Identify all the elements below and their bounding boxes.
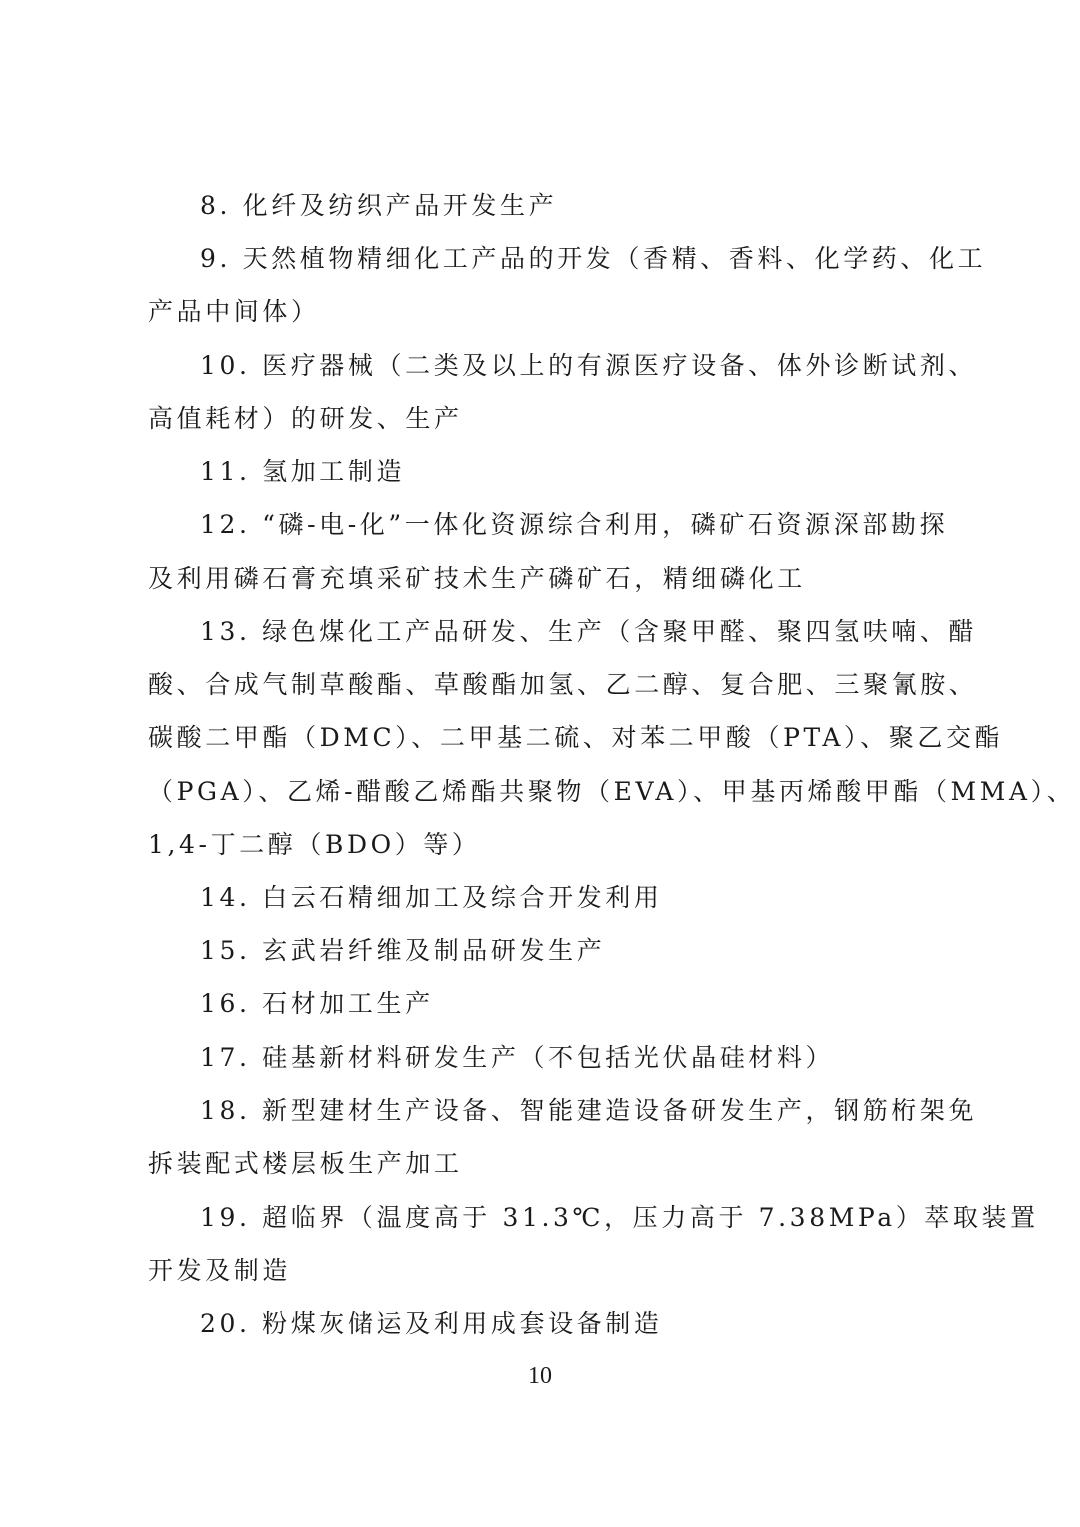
list-item-10-continued: 高值耗材）的研发、生产 <box>148 404 463 433</box>
list-item-16: 16. 石材加工生产 <box>200 989 434 1018</box>
list-item-13-continued: 1,4-丁二醇（BDO）等） <box>148 830 481 859</box>
list-item-13-continued: 酸、合成气制草酸酯、草酸酯加氢、乙二醇、复合肥、三聚氰胺、 <box>148 670 978 699</box>
list-item-19: 19. 超临界（温度高于 31.3℃，压力高于 7.38MPa）萃取装置 <box>200 1203 1039 1232</box>
list-item-9-continued: 产品中间体） <box>148 297 320 326</box>
list-item-19-continued: 开发及制造 <box>148 1256 292 1285</box>
list-item-12-continued: 及利用磷石膏充填采矿技术生产磷矿石，精细磷化工 <box>148 564 806 593</box>
list-item-20: 20. 粉煤灰储运及利用成套设备制造 <box>200 1309 663 1338</box>
list-item-15: 15. 玄武岩纤维及制品研发生产 <box>200 936 606 965</box>
list-item-18: 18. 新型建材生产设备、智能建造设备研发生产，钢筋桁架免 <box>200 1096 978 1125</box>
list-item-17: 17. 硅基新材料研发生产（不包括光伏晶硅材料） <box>200 1043 835 1072</box>
list-item-10: 10. 医疗器械（二类及以上的有源医疗设备、体外诊断试剂、 <box>200 351 978 380</box>
page-number: 10 <box>528 1363 552 1389</box>
list-item-13-continued: （PGA）、乙烯-醋酸乙烯酯共聚物（EVA）、甲基丙烯酸甲酯（MMA）、 <box>148 777 1076 806</box>
list-item-14: 14. 白云石精细加工及综合开发利用 <box>200 883 663 912</box>
list-item-13-continued: 碳酸二甲酯（DMC）、二甲基二硫、对苯二甲酸（PTA）、聚乙交酯 <box>148 723 1004 752</box>
list-item-12: 12. “磷-电-化”一体化资源综合利用，磷矿石资源深部勘探 <box>200 510 949 539</box>
list-item-9: 9. 天然植物精细化工产品的开发（香精、香料、化学药、化工 <box>200 244 987 273</box>
list-item-8: 8. 化纤及纺织产品开发生产 <box>200 191 558 220</box>
list-item-18-continued: 拆装配式楼层板生产加工 <box>148 1149 463 1178</box>
list-item-13: 13. 绿色煤化工产品研发、生产（含聚甲醛、聚四氢呋喃、醋 <box>200 617 978 646</box>
list-item-11: 11. 氢加工制造 <box>200 457 406 486</box>
